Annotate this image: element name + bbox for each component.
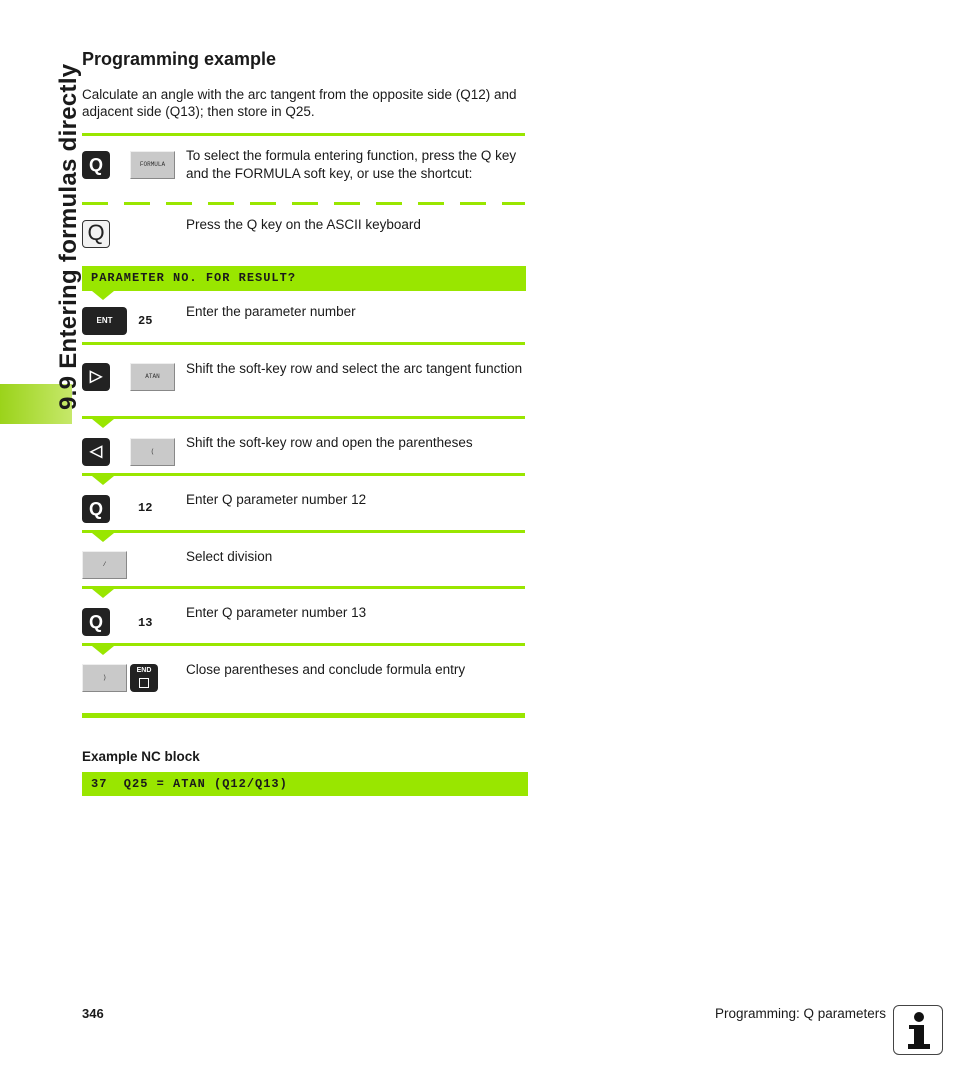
divider (82, 643, 525, 646)
step-description: Shift the soft-key row and select the arc tangent function (186, 361, 523, 376)
step-arrow-icon (92, 419, 114, 428)
info-icon-base (908, 1044, 930, 1049)
step-arrow-icon (92, 589, 114, 598)
page-number: 346 (82, 1006, 104, 1021)
info-icon-stem (914, 1025, 924, 1045)
shift-right-key[interactable]: ▷ (82, 363, 110, 391)
end-key[interactable] (130, 664, 158, 692)
divider (82, 133, 525, 136)
input-value: 13 (138, 616, 153, 630)
atan-softkey[interactable]: ATAN (130, 363, 175, 391)
formula-softkey[interactable]: FORMULA (130, 151, 175, 179)
step-description: Enter Q parameter number 13 (186, 605, 367, 620)
divider (82, 530, 525, 533)
ent-key[interactable]: ENT (82, 307, 127, 335)
step-arrow-icon (92, 476, 114, 485)
q-key[interactable]: Q (82, 495, 110, 523)
input-value: 25 (138, 314, 153, 328)
step-arrow-icon (92, 646, 114, 655)
divider (82, 342, 525, 345)
close-parenthesis-softkey[interactable]: ) (82, 664, 127, 692)
end-square-icon (139, 678, 149, 688)
step-description: Press the Q key on the ASCII keyboard (186, 217, 421, 232)
dialog-prompt-bar: PARAMETER NO. FOR RESULT? (82, 266, 526, 291)
side-tab-label: 9.9 Entering formulas directly (55, 63, 82, 410)
step-arrow-icon (92, 533, 114, 542)
step-description: To select the formula entering function, press the Q key and the FORMULA soft key, or use the shortcut: (186, 148, 517, 181)
intro-paragraph: Calculate an angle with the arc tangent from the opposite side (Q12) and adjacent side (Q13); then store in Q25. (82, 87, 517, 119)
divider (82, 586, 525, 589)
nc-block-line: 37 Q25 = ATAN (Q12/Q13) (82, 772, 528, 796)
step-arrow-icon (92, 291, 114, 300)
divider (82, 473, 525, 476)
footer-chapter-title: Programming: Q parameters (714, 1006, 886, 1021)
q-key[interactable]: Q (82, 608, 110, 636)
open-parenthesis-softkey[interactable]: ( (130, 438, 175, 466)
chapter-side-tab (0, 0, 82, 424)
step-description: Enter the parameter number (186, 304, 356, 319)
end-key-label: END (136, 667, 152, 674)
division-softkey[interactable]: / (82, 551, 127, 579)
nc-block-heading: Example NC block (82, 749, 200, 764)
step-description: Shift the soft-key row and open the parentheses (186, 435, 473, 450)
end-divider (82, 713, 525, 718)
ascii-q-key[interactable]: Q (82, 220, 110, 248)
q-key[interactable]: Q (82, 151, 110, 179)
dashed-divider (82, 202, 525, 205)
info-icon (893, 1005, 943, 1055)
step-description: Select division (186, 549, 273, 564)
shift-left-key[interactable]: ◁ (82, 438, 110, 466)
step-description: Enter Q parameter number 12 (186, 492, 367, 507)
step-description: Close parentheses and conclude formula entry (186, 662, 466, 677)
section-title: Programming example (82, 49, 277, 69)
info-icon-dot (914, 1012, 924, 1022)
divider (82, 416, 525, 419)
input-value: 12 (138, 501, 153, 515)
